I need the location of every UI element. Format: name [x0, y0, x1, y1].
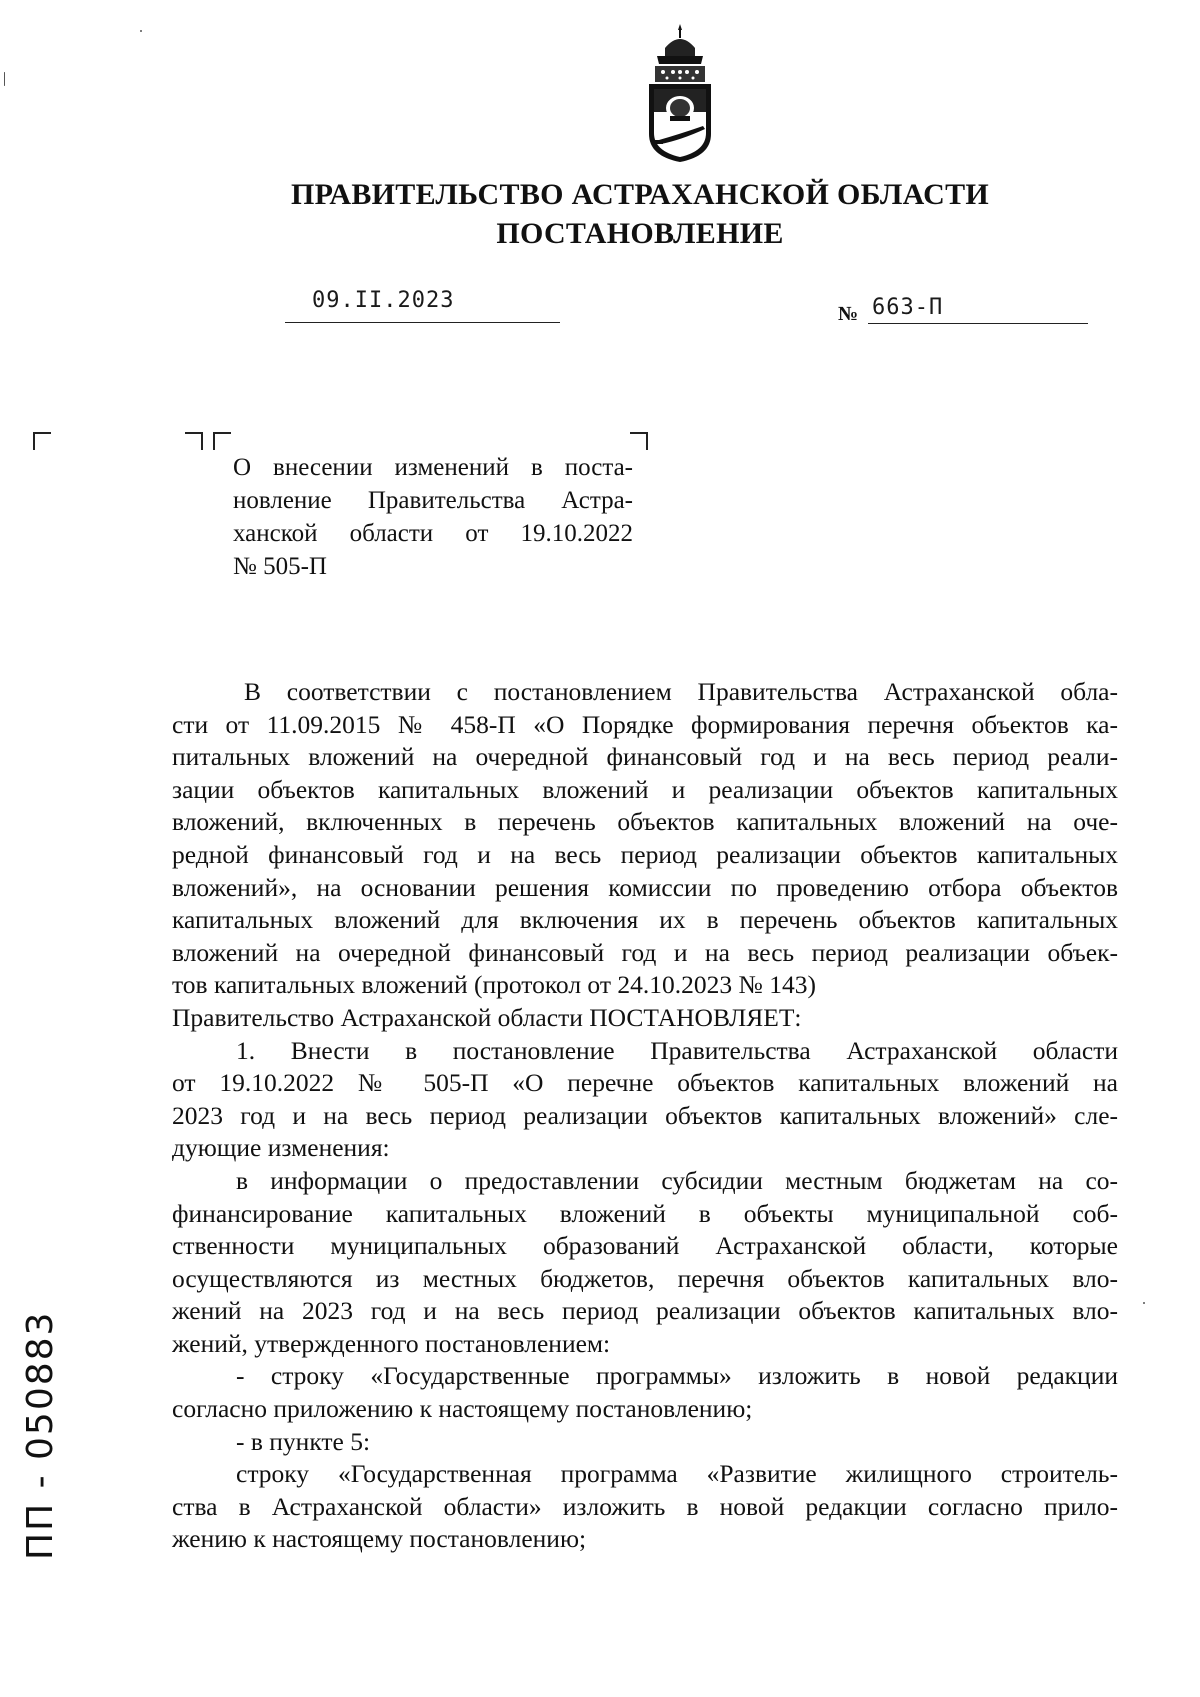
subject-line: № 505-П: [233, 553, 327, 580]
body-line: осуществляются из местных бюджетов, перечня объектов капитальных вло-: [172, 1263, 1118, 1293]
subject-line: О внесении изменений в поста-: [233, 454, 633, 481]
form-serial-number: ПП - 050883: [20, 1310, 61, 1560]
decree-subject: [233, 451, 633, 583]
body-line: от 19.10.2022 № 505-П «О перечне объектов капитальных вложений на: [172, 1068, 1118, 1098]
body-line: согласно приложению к настоящему постановлению;: [172, 1394, 753, 1424]
body-line: тов капитальных вложений (протокол от 24.10.2023 № 143): [172, 970, 816, 1000]
body-line: вложений, включенных в перечень объектов капитальных вложений на оче-: [172, 807, 1118, 837]
scan-speck: [1143, 1302, 1145, 1304]
body-line: редной финансовый год и на весь период реализации объектов капитальных: [172, 839, 1118, 869]
decree-date: 09.II.2023: [312, 288, 455, 313]
body-line: вложений на очередной финансовый год и на весь период реализации объек-: [172, 937, 1118, 967]
body-line: жений на 2023 год и на весь период реализации объектов капитальных вло-: [172, 1296, 1118, 1326]
body-line: - в пункте 5:: [236, 1426, 371, 1456]
date-underline: [285, 322, 560, 323]
body-line: дующие изменения:: [172, 1133, 390, 1163]
decree-body: [172, 676, 1118, 1556]
document-type-title: ПОСТАНОВЛЕНИЕ: [496, 217, 784, 250]
decree-number: 663-П: [872, 295, 944, 320]
government-title: ПРАВИТЕЛЬСТВО АСТРАХАНСКОЙ ОБЛАСТИ: [290, 178, 990, 211]
body-line: вложений», на основании решения комиссии по проведению отбора объектов: [172, 872, 1118, 902]
body-line: капитальных вложений для включения их в перечень объектов капитальных: [172, 905, 1118, 935]
subject-line: новление Правительства Астра-: [233, 487, 633, 514]
body-line: 2023 год и на весь период реализации объектов капитальных вложений» сле-: [172, 1100, 1118, 1130]
body-line: жений, утвержденного постановлением:: [172, 1328, 611, 1358]
subject-line: ханской области от 19.10.2022: [233, 520, 633, 547]
subject-corner-mark-right: [630, 432, 648, 450]
body-line: ственности муниципальных образований Астраханской области, которые: [172, 1231, 1118, 1261]
number-sign: №: [838, 303, 859, 325]
coat-of-arms-icon: [635, 22, 725, 164]
body-line: питальных вложений на очередной финансовый год и на весь период реали-: [172, 742, 1118, 772]
body-line: В соответствии с постановлением Правительства Астраханской обла-: [244, 677, 1118, 706]
body-line: финансирование капитальных вложений в объекты муниципальной соб-: [172, 1198, 1118, 1228]
body-line: строку «Государственная программа «Развитие жилищного строитель-: [236, 1459, 1118, 1489]
subject-corner-mark-left-inner: [213, 432, 231, 450]
margin-corner-mark: [33, 432, 51, 450]
body-line: в информации о предоставлении субсидии местным бюджетам на со-: [236, 1165, 1118, 1195]
number-underline: [868, 323, 1088, 324]
body-line: Правительство Астраханской области ПОСТАНОВЛЯЕТ:: [172, 1002, 802, 1032]
body-line: 1. Внести в постановление Правительства Астраханской области: [236, 1035, 1118, 1065]
body-line: сти от 11.09.2015 № 458-П «О Порядке формирования перечня объектов ка-: [172, 709, 1118, 739]
scan-speck: [4, 72, 5, 86]
subject-corner-mark-left: [185, 432, 203, 450]
body-line: - строку «Государственные программы» изложить в новой редакции: [236, 1361, 1118, 1391]
scan-speck: [140, 30, 142, 32]
body-line: зации объектов капитальных вложений и реализации объектов капитальных: [172, 774, 1118, 804]
body-line: жению к настоящему постановлению;: [172, 1524, 587, 1554]
body-line: ства в Астраханской области» изложить в новой редакции согласно прило-: [172, 1491, 1118, 1521]
